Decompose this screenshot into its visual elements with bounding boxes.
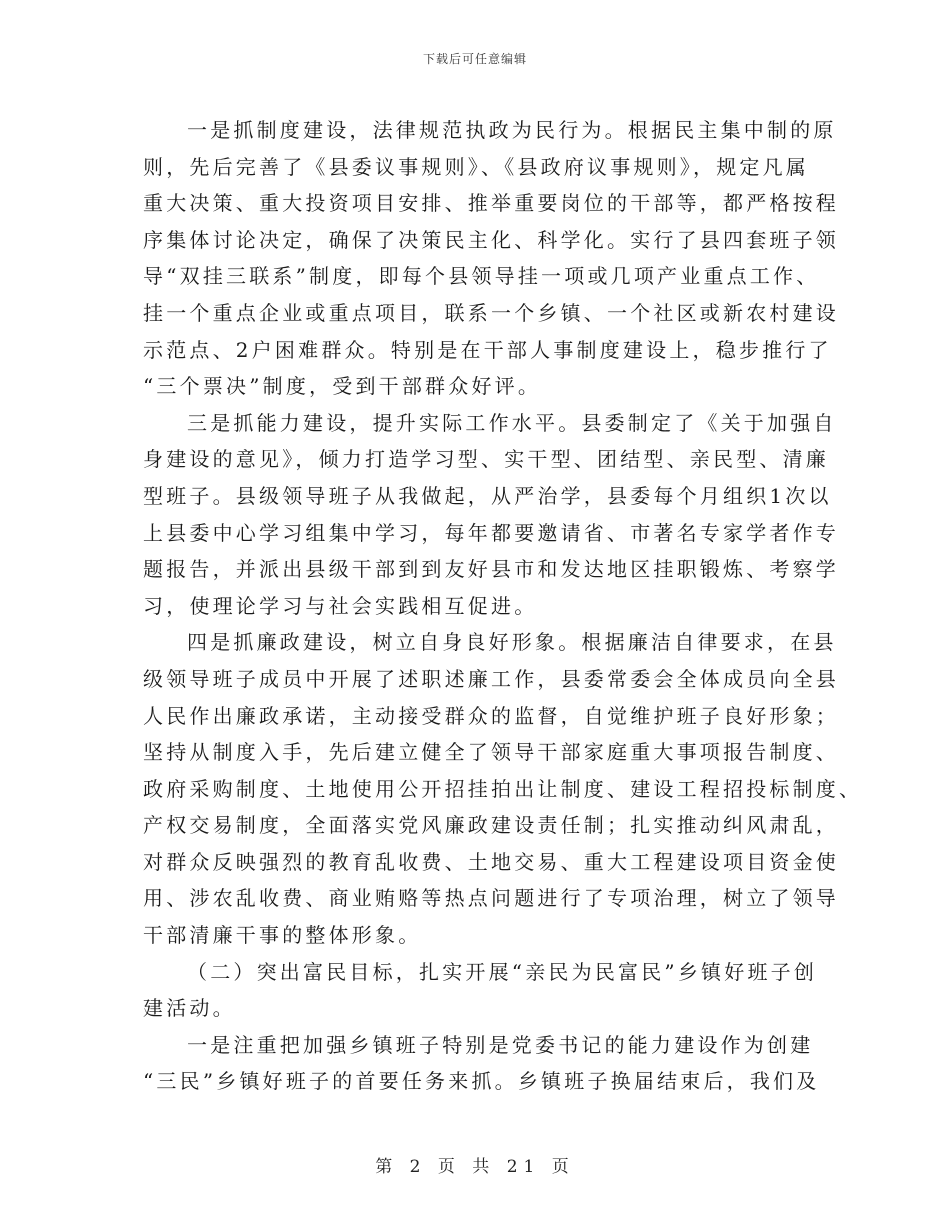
text-line: 四是抓廉政建设，树立自身良好形象。根据廉洁自律要求，在县 bbox=[187, 630, 837, 655]
text-line: 导“双挂三联系”制度，即每个县领导挂一项或几项产业重点工作、 bbox=[143, 264, 820, 289]
text-line: 习，使理论学习与社会实践相互促进。 bbox=[143, 593, 538, 618]
text-line: 产权交易制度，全面落实党风廉政建设责任制；扎实推动纠风肃乱， bbox=[143, 813, 839, 838]
text-line: 则，先后完善了《县委议事规则》、《县政府议事规则》，规定凡属 bbox=[143, 154, 809, 179]
text-line: 政府采购制度、土地使用公开招挂拍出让制度、建设工程招投标制度、 bbox=[143, 776, 863, 801]
text-line: 三是抓能力建设，提升实际工作水平。县委制定了《关于加强自 bbox=[187, 410, 837, 435]
text-line: 上县委中心学习组集中学习，每年都要邀请省、市著名专家学者作专 bbox=[143, 520, 839, 545]
text-line: 人民作出廉政承诺，主动接受群众的监督，自觉维护班子良好形象； bbox=[143, 703, 839, 728]
text-line: “三个票决”制度，受到干部群众好评。 bbox=[143, 374, 542, 399]
document-body bbox=[143, 112, 863, 1100]
text-line: 级领导班子成员中开展了述职述廉工作，县委常委会全体成员向全县 bbox=[143, 666, 839, 691]
text-line: 一是注重把加强乡镇班子特别是党委书记的能力建设作为创建 bbox=[187, 1032, 814, 1057]
text-line: 序集体讨论决定，确保了决策民主化、科学化。实行了县四套班子领 bbox=[143, 227, 839, 252]
text-line: 用、涉农乱收费、商业贿赂等热点问题进行了专项治理，树立了领导 bbox=[143, 886, 839, 911]
text-line: 坚持从制度入手，先后建立健全了领导干部家庭重大事项报告制度、 bbox=[143, 740, 839, 765]
page-header: 下载后可任意编辑 bbox=[422, 52, 527, 66]
section-heading: （二）突出富民目标，扎实开展“亲民为民富民”乡镇好班子创 bbox=[187, 959, 818, 984]
text-line: 身建设的意见》，倾力打造学习型、实干型、团结型、亲民型、清廉 bbox=[143, 447, 829, 472]
text-line: “三民”乡镇好班子的首要任务来抓。乡镇班子换届结束后，我们及 bbox=[143, 1069, 820, 1094]
text-line: 干部清廉干事的整体形象。 bbox=[143, 923, 422, 948]
text-line: 题报告，并派出县级干部到到友好县市和发达地区挂职锻炼、考察学 bbox=[143, 557, 839, 582]
page-footer: 第 2 页 共 21 页 bbox=[375, 1157, 575, 1177]
text-line: 对群众反映强烈的教育乱收费、土地交易、重大工程建设项目资金使 bbox=[143, 849, 839, 874]
text-line: 重大决策、重大投资项目安排、推举重要岗位的干部等，都严格按程 bbox=[143, 191, 839, 216]
text-line: 挂一个重点企业或重点项目，联系一个乡镇、一个社区或新农村建设 bbox=[143, 300, 839, 325]
text-line: 一是抓制度建设，法律规范执政为民行为。根据民主集中制的原 bbox=[187, 118, 837, 142]
section-heading-cont: 建活动。 bbox=[143, 996, 236, 1021]
text-line: 示范点、2户困难群众。特别是在干部人事制度建设上，稳步推行了 bbox=[143, 337, 832, 362]
text-line: 型班子。县级领导班子从我做起，从严治学，县委每个月组织1次以 bbox=[143, 483, 832, 508]
